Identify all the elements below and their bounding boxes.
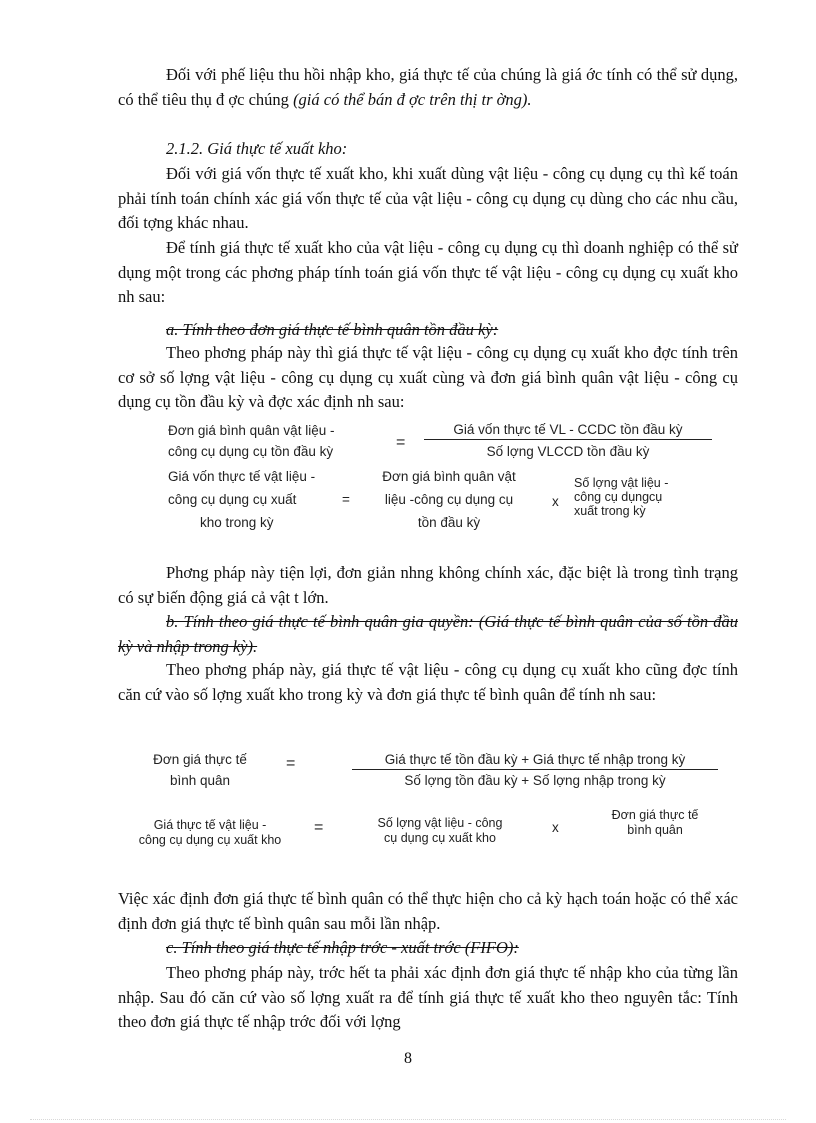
paragraph-method-a: Theo phơng pháp này thì giá thực tế vật liệu - công cụ dụng cụ xuất kho đợc tính trên cơ sở số lợng vật liệu - công cụ dụng cụ xuất cùng và đơn giá bình quân vật liệu - công cụ dụng cụ tồn đầu kỳ và đợc xác định nh sau:: [118, 343, 738, 411]
formula1-equals: =: [396, 434, 406, 451]
formula1-numerator: Giá vốn thực tế VL - CCDC tồn đầu kỳ: [424, 420, 712, 440]
formula2-mid-line1: Đơn giá bình quân vật: [382, 469, 516, 484]
heading-method-c: c. Tính theo giá thực tế nhập trớc - xuất trớc (FIFO):: [166, 938, 519, 957]
formula3-numerator: Giá thực tế tồn đầu kỳ + Giá thực tế nhập trong kỳ: [352, 750, 718, 770]
formula4-times: x: [552, 820, 559, 835]
heading-2-1-2: 2.1.2. Giá thực tế xuất kho:: [166, 139, 348, 158]
formula4-rhs-line2: bình quân: [627, 823, 683, 837]
formula1-denominator: Số lợng VLCCD tồn đầu kỳ: [486, 444, 650, 459]
formula3-equals: =: [286, 755, 296, 772]
formula3-denominator: Số lợng tồn đầu kỳ + Số lợng nhập trong kỳ: [404, 773, 666, 788]
formula2-lhs-line1: Giá vốn thực tế vật liệu -: [168, 469, 316, 484]
paragraph-scrap-value: [118, 63, 738, 112]
paragraph-export-cost: Đối với giá vốn thực tế xuất kho, khi xuất dùng vật liệu - công cụ dụng cụ thì kế toán phải tính toán chính xác giá vốn thực tế của vật liệu - công cụ dụng cụ dùng cho các nhu cầu, đối tợng khác nhau.: [118, 164, 738, 232]
paragraph-method-c: Theo phơng pháp này, trớc hết ta phải xác định đơn giá thực tế nhập kho của từng lần nhập. Sau đó căn cứ vào số lợng xuất ra để tính giá thực tế xuất kho theo nguyên tắc: Tính theo đơn giá thực tế nhập trớc đối với lợng: [118, 963, 738, 1031]
paragraph-method-b: Theo phơng pháp này, giá thực tế vật liệu - công cụ dụng cụ xuất kho cũng đợc tính căn cứ vào số lợng xuất kho trong kỳ và đơn giá thực tế bình quân để tính nh sau:: [118, 660, 738, 704]
paragraph-average-note: Việc xác định đơn giá thực tế bình quân có thể thực hiện cho cả kỳ hạch toán hoặc có thể xác định đơn giá thực tế bình quân sau mỗi lần nhập.: [118, 889, 738, 933]
formula2-lhs-line2: công cụ dụng cụ xuất: [168, 492, 297, 507]
paragraph-text: Đối với phế liệu thu hồi nhập kho, giá thực tế của chúng là giá ớc tính có thể sử dụng, có thể tiêu thụ đ ợc chúng: [118, 65, 738, 109]
formula2-rhs-line1: Số lợng vật liệu -: [574, 476, 669, 490]
formula2-times: x: [552, 494, 559, 509]
formula4-mid-line1: Số lợng vật liệu - công: [377, 816, 503, 830]
page-bottom-divider: [30, 1119, 786, 1120]
heading-method-b: b. Tính theo giá thực tế bình quân gia quyền: (Giá thực tế bình quân của số tồn đầu kỳ và nhập trong kỳ).: [118, 612, 738, 656]
paragraph-method-a-note: Phơng pháp này tiện lợi, đơn giản nhng không chính xác, đặc biệt là trong tình trạng có sự biến động giá cả vật t lớn.: [118, 563, 738, 607]
heading-method-a: a. Tính theo đơn giá thực tế bình quân tồn đầu kỳ:: [166, 320, 499, 339]
paragraph-italic-note: (giá có thể bán đ ợc trên thị tr ờng).: [293, 89, 532, 109]
formula4-rhs-line1: Đơn giá thực tế: [611, 808, 699, 822]
formula2-rhs-line2: công cụ dụngcụ: [574, 490, 663, 504]
formula2-mid-line3: tồn đầu kỳ: [417, 515, 481, 530]
formula4-equals: =: [314, 819, 324, 836]
formula4-lhs-line2: công cụ dụng cụ xuất kho: [138, 833, 282, 847]
formula2-equals: =: [342, 492, 350, 507]
formula4-lhs-line1: Giá thực tế vật liệu -: [153, 818, 267, 832]
formula2-rhs-line3: xuất trong kỳ: [574, 504, 646, 518]
formula3-lhs-line2: bình quân: [169, 773, 231, 788]
formula4-mid-line2: cụ dụng cụ xuất kho: [384, 831, 496, 845]
formula1-lhs-line1: Đơn giá bình quân vật liệu -: [168, 423, 335, 438]
formula2-mid-line2: liệu -công cụ dụng cụ: [384, 492, 514, 507]
page-number: 8: [404, 1050, 412, 1067]
paragraph-methods-intro: Để tính giá thực tế xuất kho của vật liệu - công cụ dụng cụ thì doanh nghiệp có thể sử dụng một trong các phơng pháp tính toán giá vốn thực tế vật liệu - công cụ dụng cụ xuất kho nh sau:: [118, 238, 738, 306]
formula1-lhs-line2: công cụ dụng cụ tồn đầu kỳ: [168, 444, 334, 459]
formula2-lhs-line3: kho trong kỳ: [200, 515, 274, 530]
formula3-lhs-line1: Đơn giá thực tế: [153, 752, 247, 767]
